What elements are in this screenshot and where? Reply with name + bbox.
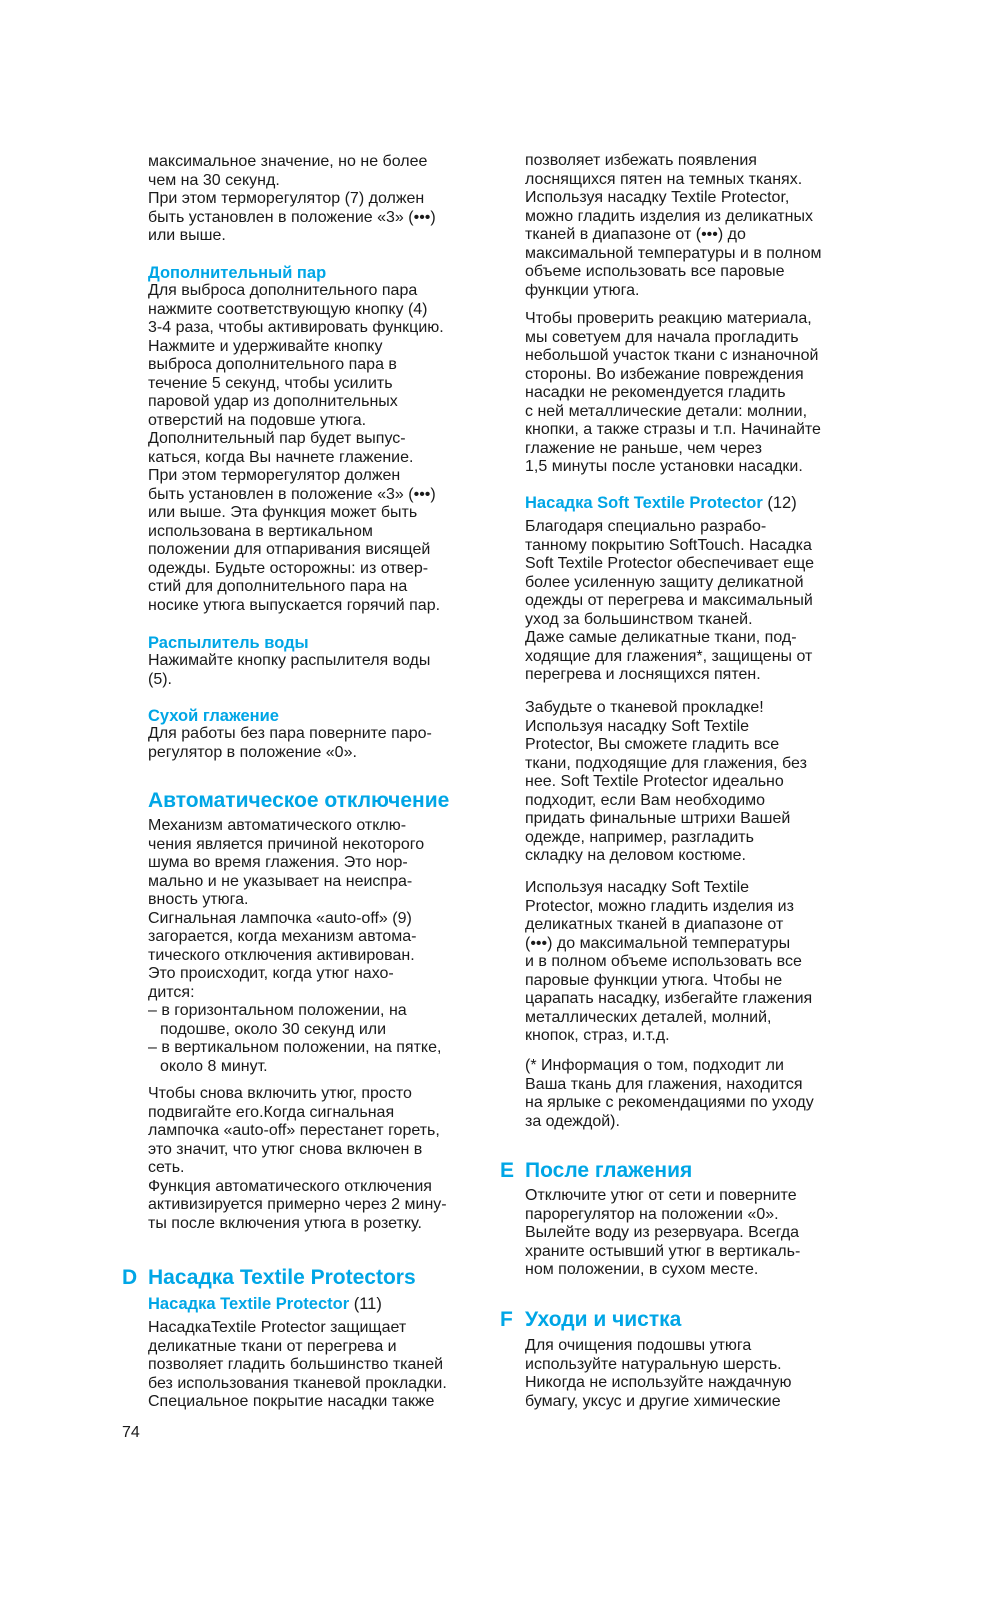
text-line: подошве, около 30 секунд или [160, 1020, 387, 1038]
text-line: – в горизонтальном положении, на [148, 1002, 407, 1019]
text-line: Нажимайте кнопку распылителя воды [148, 652, 431, 669]
text-line: При этом терморегулятор (7) должен [148, 190, 425, 207]
text-line: Сигнальная лампочка «auto-off» (9) [148, 909, 412, 927]
text-line: танному покрытию SoftTouch. Насадка [525, 536, 812, 554]
text-line: Функция автоматического отключения [148, 1177, 432, 1195]
text-line: объеме использовать все паровые [525, 263, 785, 280]
text-line: положении для отпаривания висящей [148, 541, 431, 558]
text-line: кнопок, страз, и.т.д. [525, 1027, 670, 1044]
text-line: без использования тканевой прокладки. [148, 1374, 447, 1392]
text-line: быть установлен в положение «3» (•••) [148, 485, 436, 503]
text-line: мально и не указывает на неиспра- [148, 872, 413, 890]
text-line: сеть. [148, 1159, 185, 1176]
text-line: ном положении, в сухом месте. [525, 1261, 759, 1278]
text-line: небольшой участок ткани с изнаночной [525, 347, 819, 364]
text-line: это значит, что утюг снова включен в [148, 1140, 423, 1158]
text-line: ткани, подходящие для глажения, без [525, 754, 807, 772]
section-letter-d: D [122, 1266, 138, 1289]
text-line: Чтобы снова включить утюг, просто [148, 1085, 412, 1102]
text-line: Нажмите и удерживайте кнопку [148, 337, 383, 355]
text-line: на ярлыке с рекомендациями по уходу [525, 1094, 814, 1111]
text-line: Специальное покрытие насадки также [148, 1393, 435, 1410]
text-line: чения является причиной некоторого [148, 835, 425, 853]
text-line: около 8 минут. [160, 1057, 268, 1075]
text-line: используйте натуральную шерсть. [525, 1355, 782, 1373]
text-line: Механизм автоматического отклю- [148, 817, 407, 834]
right-paragraph-2 [525, 310, 821, 477]
right-paragraph-4 [525, 879, 812, 1046]
text-line: выброса дополнительного пара в [148, 356, 397, 373]
heading-dry-ironing: Сухой глажение [148, 707, 279, 725]
text-line: регулятор в положение «0». [148, 743, 357, 761]
part-number: (12) [767, 494, 797, 512]
text-line: ходящие для глажения*, защищены от [525, 647, 813, 665]
text-line: Для очищения подошвы утюга [525, 1337, 752, 1354]
text-line: позволяет избежать появления [525, 152, 757, 169]
text-line: максимальной температуры и в полном [525, 244, 822, 262]
text-line: и в полном объеме использовать все [525, 953, 802, 970]
soft-protector-paragraph [525, 518, 814, 685]
text-line: или выше. Эта функция может быть [148, 504, 418, 521]
text-line: течение 5 секунд, чтобы усилить [148, 374, 393, 392]
right-paragraph-1 [525, 152, 822, 300]
text-line: максимальное значение, но не более [148, 153, 428, 170]
text-line: или выше. [148, 227, 226, 244]
text-line: использована в вертикальном [148, 522, 373, 540]
part-number: (11) [353, 1295, 382, 1313]
text-line: Даже самые деликатные ткани, под- [525, 629, 797, 646]
heading-care-cleaning: Уходи и чистка [525, 1308, 682, 1331]
text-line: Используя насадку Soft Textile [525, 717, 750, 735]
text-line: более усиленную защиту деликатной [525, 573, 804, 591]
text-line: Отключите утюг от сети и поверните [525, 1187, 797, 1204]
text-line: Забудьте о тканевой прокладке! [525, 699, 764, 716]
footnote-paragraph [525, 1057, 814, 1131]
text-line: Protector, Вы сможете гладить все [525, 736, 780, 753]
spray-paragraph [148, 652, 430, 689]
text-line: деликатных тканей в диапазоне от [525, 916, 784, 933]
subheading-text: Насадка Soft Textile Protector [525, 494, 763, 512]
text-line: (* Информация о том, подходит ли [525, 1057, 784, 1074]
section-letter-f: F [500, 1308, 513, 1331]
heading-extra-steam: Дополнительный пар [148, 264, 327, 282]
text-line: Ваша ткань для глажения, находится [525, 1075, 803, 1093]
text-line: металлических деталей, молний, [525, 1008, 772, 1026]
auto-off-paragraph [148, 817, 441, 1076]
text-line: НасадкаTextile Protector защищает [148, 1319, 407, 1336]
text-line: Никогда не используйте наждачную [525, 1374, 792, 1391]
auto-off-paragraph-2 [148, 1085, 447, 1233]
text-line: тканей в диапазоне от (•••) до [525, 226, 746, 243]
text-line: Для работы без пара поверните паро- [148, 725, 432, 742]
text-line: загорается, когда механизм автома- [148, 928, 417, 945]
text-line: вность утюга. [148, 891, 249, 908]
text-line: уход за большинством тканей. [525, 610, 753, 628]
text-line: (•••) до максимальной температуры [525, 934, 791, 952]
text-line: быть установлен в положение «3» (•••) [148, 208, 436, 226]
text-line: 3-4 раза, чтобы активировать функцию. [148, 319, 444, 336]
text-line: подходит, если Вам необходимо [525, 791, 766, 809]
text-line: одежды. Будьте осторожны: из отвер- [148, 559, 429, 577]
text-line: лампочка «auto-off» перестанет гореть, [148, 1122, 440, 1139]
text-line: позволяет гладить большинство тканей [148, 1356, 444, 1373]
text-line: функции утюга. [525, 281, 640, 299]
text-line: стий для дополнительного пара на [148, 578, 408, 595]
text-line: паровой удар из дополнительных [148, 393, 398, 410]
text-line: Protector, можно гладить изделия из [525, 897, 794, 915]
text-line: перегрева и лоснящихся пятен. [525, 666, 761, 683]
text-line: придать финальные штрихи Вашей [525, 810, 791, 827]
textile-protector-paragraph [148, 1319, 447, 1412]
text-line: шума во время глажения. Это нор- [148, 854, 408, 871]
text-line: дится: [148, 983, 195, 1001]
text-line: тического отключения активирован. [148, 946, 415, 964]
text-line: Благодаря специально разрабо- [525, 518, 767, 535]
text-line: храните остывший утюг в вертикаль- [525, 1242, 801, 1260]
text-line: парорегулятор на положении «0». [525, 1205, 779, 1223]
page-number: 74 [122, 1424, 140, 1441]
text-line: глажение не раньше, чем через [525, 439, 762, 457]
text-line: паровые функции утюга. Чтобы не [525, 971, 783, 989]
text-line: нажмите соответствующую кнопку (4) [148, 300, 428, 318]
after-ironing-paragraph [525, 1187, 800, 1280]
text-line: Чтобы проверить реакцию материала, [525, 310, 812, 327]
text-line: активизируется примерно через 2 мину- [148, 1196, 447, 1213]
text-line: складку на деловом костюме. [525, 847, 746, 864]
heading-spray: Распылитель воды [148, 634, 309, 652]
text-line: каться, когда Вы начнете глажение. [148, 448, 414, 466]
text-line: нее. Soft Textile Protector идеально [525, 773, 784, 790]
text-line: чем на 30 секунд. [148, 171, 280, 189]
subheading-text: Насадка Textile Protector [148, 1295, 350, 1313]
text-line: деликатные ткани от перегрева и [148, 1337, 397, 1355]
heading-auto-off: Автоматическое отключение [148, 789, 450, 812]
text-line: бумагу, уксус и другие химические [525, 1392, 781, 1410]
right-paragraph-3 [525, 699, 807, 866]
text-line: подвигайте его.Когда сигнальная [148, 1103, 395, 1121]
text-line: можно гладить изделия из деликатных [525, 207, 813, 225]
text-line: носике утюга выпускается горячий пар. [148, 596, 441, 614]
text-line: кнопки, а также стразы и т.п. Начинайте [525, 421, 821, 438]
section-letter-e: E [500, 1159, 515, 1182]
text-line: Используя насадку Soft Textile [525, 879, 750, 896]
text-line: Это происходит, когда утюг нахо- [148, 965, 394, 982]
text-line: одежде, например, разгладить [525, 828, 754, 846]
text-line: Дополнительный пар будет выпус- [148, 430, 406, 447]
text-line: Вылейте воду из резервуара. Всегда [525, 1224, 800, 1241]
text-line: – в вертикальном положении, на пятке, [148, 1039, 442, 1056]
subheading-soft-textile-protector [525, 493, 797, 513]
text-line: Используя насадку Textile Protector, [525, 189, 790, 206]
text-line: отверстий на подовше утюга. [148, 411, 367, 429]
text-line: Для выброса дополнительного пара [148, 282, 418, 299]
subheading-textile-protector [148, 1294, 382, 1314]
care-cleaning-paragraph [525, 1337, 791, 1411]
text-line: 1,5 минуты после установки насадки. [525, 458, 803, 475]
text-line: одежды от перегрева и максимальный [525, 592, 813, 609]
text-line: лоснящихся пятен на темных тканях. [525, 170, 803, 188]
text-line: мы советуем для начала прогладить [525, 328, 799, 346]
text-line: Soft Textile Protector обеспечивает еще [525, 555, 814, 572]
text-line: стороны. Во избежание повреждения [525, 365, 804, 383]
heading-after-ironing: После глажения [525, 1159, 693, 1182]
text-line: с ней металлические детали: молнии, [525, 402, 808, 420]
text-line: При этом терморегулятор должен [148, 467, 401, 484]
text-line: царапать насадку, избегайте глажения [525, 990, 813, 1007]
text-line: ты после включения утюга в розетку. [148, 1214, 422, 1232]
extra-steam-paragraph [148, 282, 444, 615]
dry-paragraph [148, 725, 432, 762]
intro-paragraph [148, 153, 436, 246]
text-line: (5). [148, 670, 172, 688]
heading-textile-protectors: Насадка Textile Protectors [148, 1266, 416, 1289]
text-line: насадки не рекомендуется гладить [525, 384, 786, 401]
text-line: за одеждой). [525, 1112, 620, 1130]
